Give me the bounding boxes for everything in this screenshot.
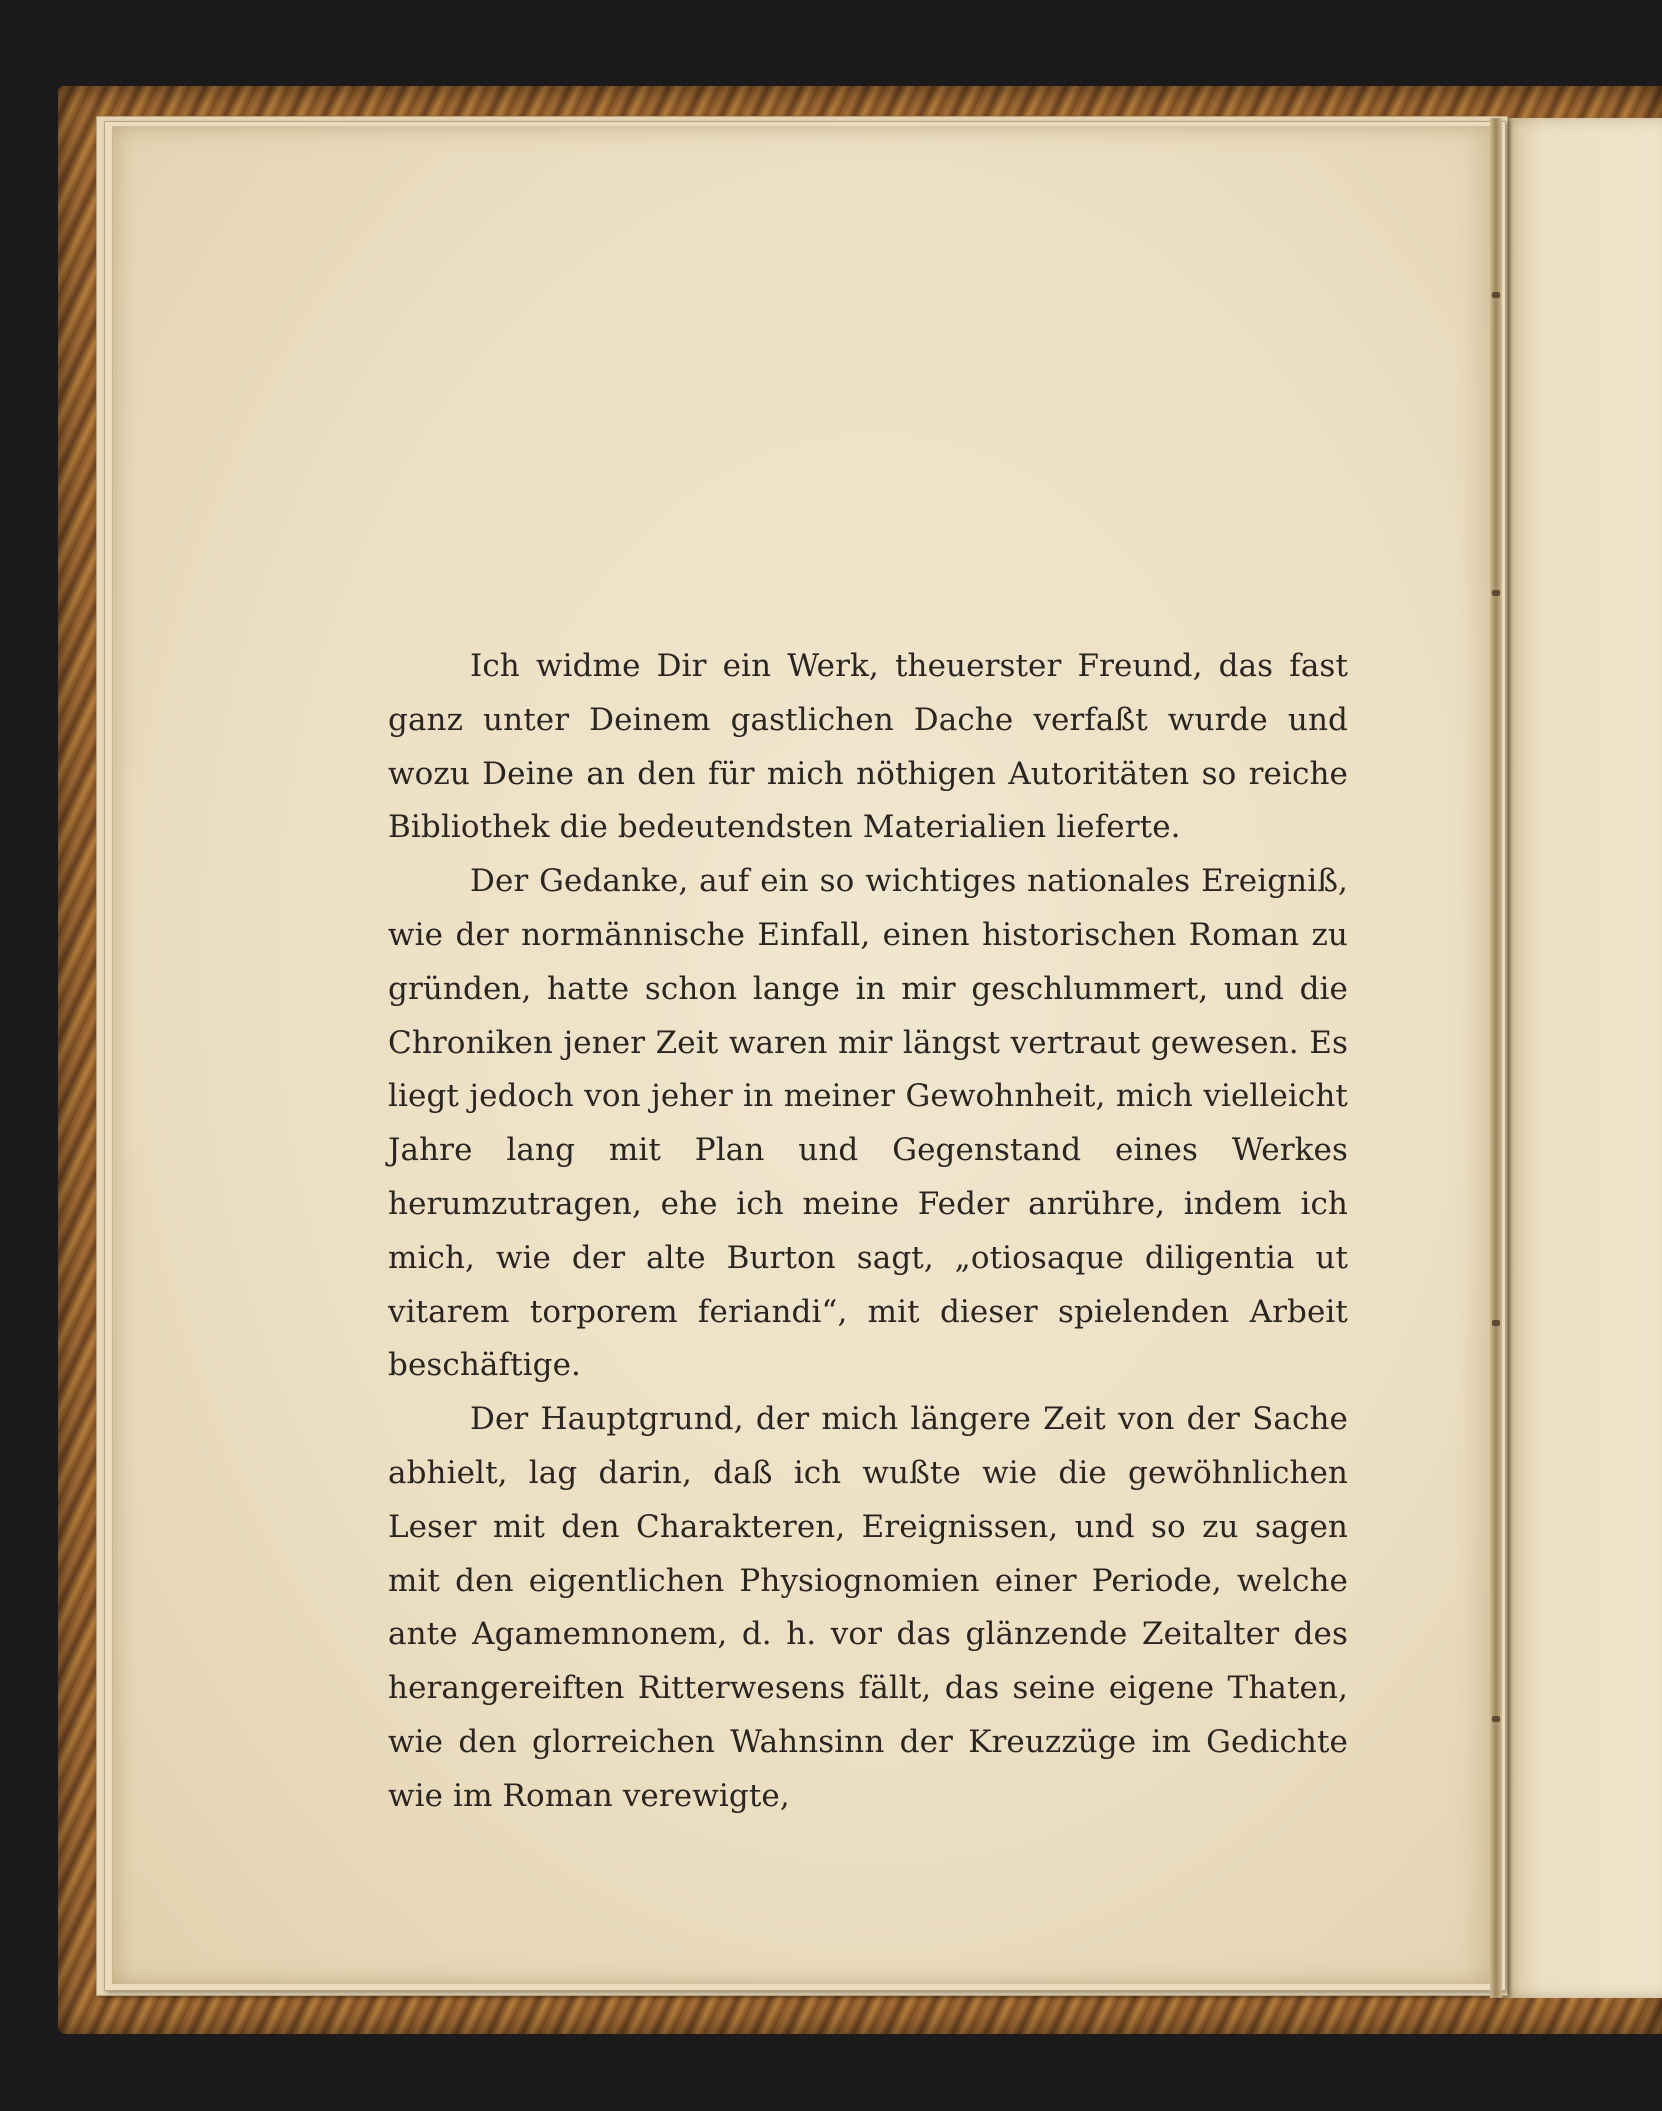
binding-thread-mark bbox=[1492, 590, 1500, 596]
paragraph-3: Der Hauptgrund, der mich längere Zeit von der Sache abhielt, lag darin, daß ich wußte wie die gewöhnlichen Leser mit den Charakteren, Ereignissen, und so zu sagen mit den eigentlichen Physiognomien einer Periode, welche ante Agamemnonem, d. h. vor das glänzende Zeitalter des herangereiften Ritterwesens fällt, das seine eigene Thaten, wie den glorreichen Wahnsinn der Kreuzzüge im Gedichte wie im Roman verewigte, bbox=[388, 1401, 1348, 1814]
page-text-block bbox=[388, 640, 1348, 1824]
facing-page-edge bbox=[1502, 118, 1662, 1998]
binding-thread-mark bbox=[1492, 1320, 1500, 1326]
paragraph-2: Der Gedanke, auf ein so wichtiges nationales Ereigniß, wie der normännische Einfall, einen historischen Roman zu gründen, hatte schon lange in mir geschlummert, und die Chroniken jener Zeit waren mir längst vertraut gewesen. Es liegt jedoch von jeher in meiner Gewohnheit, mich vielleicht Jahre lang mit Plan und Gegenstand eines Werkes herumzutragen, ehe ich meine Feder anrühre, indem ich mich, wie der alte Burton sagt, „otiosaque diligentia ut vitarem torporem feriandi“, mit dieser spielenden Arbeit beschäftige. bbox=[388, 863, 1348, 1384]
binding-thread-mark bbox=[1492, 292, 1500, 298]
paragraph-1: Ich widme Dir ein Werk, theuerster Freund, das fast ganz unter Deinem gastlichen Dache verfaßt wurde und wozu Deine an den für mich nöthigen Autoritäten so reiche Bibliothek die bedeutendsten Materialien lieferte. bbox=[388, 648, 1348, 846]
binding-thread-mark bbox=[1492, 1716, 1500, 1722]
